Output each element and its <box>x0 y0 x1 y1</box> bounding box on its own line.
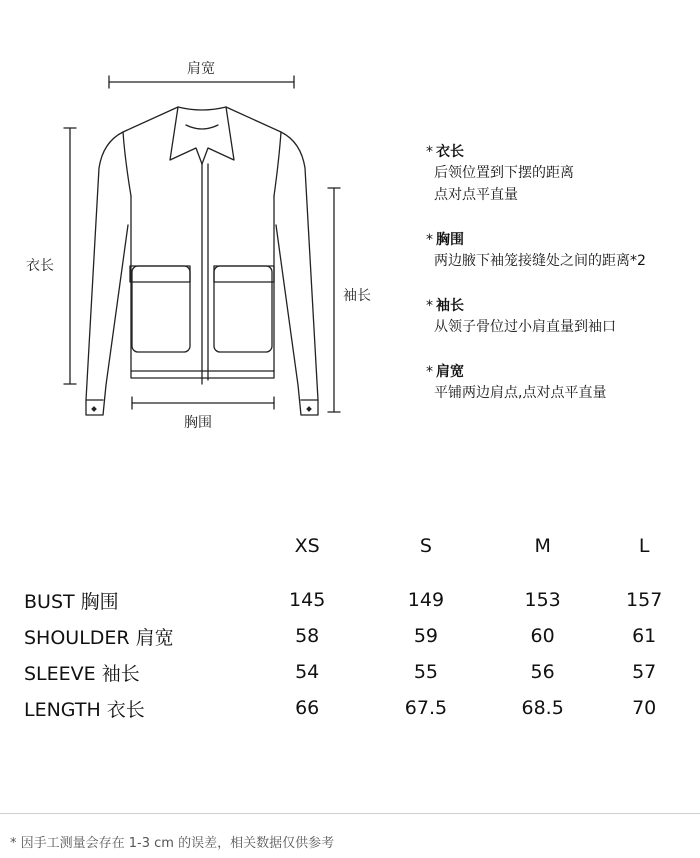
table-row-shoulder <box>24 618 700 654</box>
note-line: 后领位置到下摆的距离 <box>434 165 574 181</box>
row-label: SLEEVE 袖长 <box>24 662 140 685</box>
note-title-text: 胸围 <box>436 232 464 248</box>
note-title <box>426 296 696 316</box>
length-label: 衣长 <box>26 258 54 274</box>
note-marker: * <box>426 364 433 380</box>
note-line: 两边腋下袖笼接缝处之间的距离*2 <box>434 253 646 269</box>
size-header-blank <box>24 528 259 564</box>
note-line: 点对点平直量 <box>434 187 518 203</box>
table-cell: 61 <box>632 625 657 647</box>
table-cell: 59 <box>413 625 439 647</box>
row-label: SHOULDER 肩宽 <box>24 626 174 649</box>
size-header-row <box>24 528 700 564</box>
footer-divider <box>0 813 700 814</box>
table-cell: 70 <box>632 697 657 719</box>
note-title-text: 肩宽 <box>436 364 464 380</box>
note-bust <box>426 230 696 272</box>
table-cell: 67.5 <box>404 697 448 719</box>
note-title <box>426 142 696 162</box>
table-cell: 149 <box>407 589 445 611</box>
table-cell: 54 <box>295 661 320 683</box>
table-cell: 68.5 <box>521 697 564 719</box>
note-length <box>426 142 696 206</box>
bust-label: 胸围 <box>184 415 212 431</box>
size-header-s: S <box>419 535 432 557</box>
table-row-bust <box>24 582 700 618</box>
note-marker: * <box>426 232 433 248</box>
table-cell: 56 <box>530 661 555 683</box>
size-header-l: L <box>638 535 650 557</box>
table-cell: 60 <box>530 625 555 647</box>
table-cell: 153 <box>524 589 561 611</box>
measurement-notes <box>426 142 696 428</box>
row-label: BUST 胸围 <box>24 590 119 613</box>
table-cell: 55 <box>413 661 439 683</box>
row-label: LENGTH 衣长 <box>24 698 145 721</box>
note-shoulder <box>426 362 696 404</box>
note-title <box>426 362 696 382</box>
footnote: * 因手工测量会存在 1-3 cm 的误差，相关数据仅供参考 <box>10 836 335 851</box>
size-header-xs: XS <box>294 535 320 557</box>
table-cell: 58 <box>295 625 320 647</box>
note-line: 平铺两边肩点,点对点平直量 <box>434 385 607 401</box>
sleeve-label: 袖长 <box>343 288 371 304</box>
table-cell: 66 <box>295 697 320 719</box>
note-title <box>426 230 696 250</box>
table-cell: 145 <box>289 589 326 611</box>
shoulder-label: 肩宽 <box>187 61 215 77</box>
size-table <box>24 528 700 726</box>
table-row-sleeve <box>24 654 700 690</box>
note-marker: * <box>426 144 433 160</box>
table-row-length <box>24 690 700 726</box>
jacket-measurement-diagram <box>0 0 420 470</box>
note-line: 从领子骨位过小肩直量到袖口 <box>434 319 616 335</box>
table-cell: 157 <box>626 589 663 611</box>
size-header-m: M <box>534 535 551 557</box>
note-marker: * <box>426 298 433 314</box>
note-sleeve <box>426 296 696 338</box>
table-cell: 57 <box>632 661 657 683</box>
note-title-text: 衣长 <box>436 144 464 160</box>
note-title-text: 袖长 <box>436 298 464 314</box>
